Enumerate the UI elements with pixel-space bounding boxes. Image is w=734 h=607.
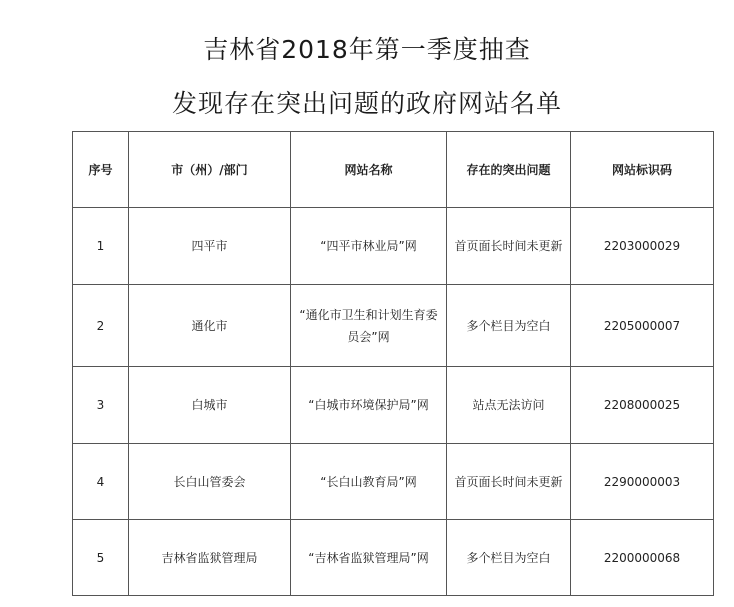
cell-region: 吉林省监狱管理局 [129,520,291,596]
header-site-code: 网站标识码 [571,132,714,208]
table-row [73,208,714,285]
table-row [73,444,714,520]
cell-no: 3 [73,367,129,444]
table-header-row [73,132,714,208]
cell-site-code: 2290000003 [571,444,714,520]
cell-site-name: “通化市卫生和计划生育委员会”网 [291,285,447,367]
cell-site-code: 2203000029 [571,208,714,285]
cell-region: 长白山管委会 [129,444,291,520]
cell-issue: 首页面长时间未更新 [447,444,571,520]
cell-region: 白城市 [129,367,291,444]
cell-no: 5 [73,520,129,596]
cell-issue: 多个栏目为空白 [447,520,571,596]
header-no: 序号 [73,132,129,208]
cell-site-name: “长白山教育局”网 [291,444,447,520]
cell-site-name: “白城市环境保护局”网 [291,367,447,444]
table-row [73,285,714,367]
header-site-name: 网站名称 [291,132,447,208]
cell-site-name: “四平市林业局”网 [291,208,447,285]
cell-issue: 首页面长时间未更新 [447,208,571,285]
cell-issue: 多个栏目为空白 [447,285,571,367]
page-title-line-2: 发现存在突出问题的政府网站名单 [171,89,562,118]
cell-issue: 站点无法访问 [447,367,571,444]
cell-region: 四平市 [129,208,291,285]
cell-site-code: 2208000025 [571,367,714,444]
header-region: 市（州）/部门 [129,132,291,208]
cell-no: 1 [73,208,129,285]
table-row [73,520,714,596]
cell-no: 4 [73,444,129,520]
table-row [73,367,714,444]
website-list-table [72,131,714,596]
cell-region: 通化市 [129,285,291,367]
header-issue: 存在的突出问题 [447,132,571,208]
cell-site-code: 2200000068 [571,520,714,596]
page-title-line-1: 吉林省2018年第一季度抽查 [203,35,531,64]
cell-site-code: 2205000007 [571,285,714,367]
cell-no: 2 [73,285,129,367]
cell-site-name: “吉林省监狱管理局”网 [291,520,447,596]
